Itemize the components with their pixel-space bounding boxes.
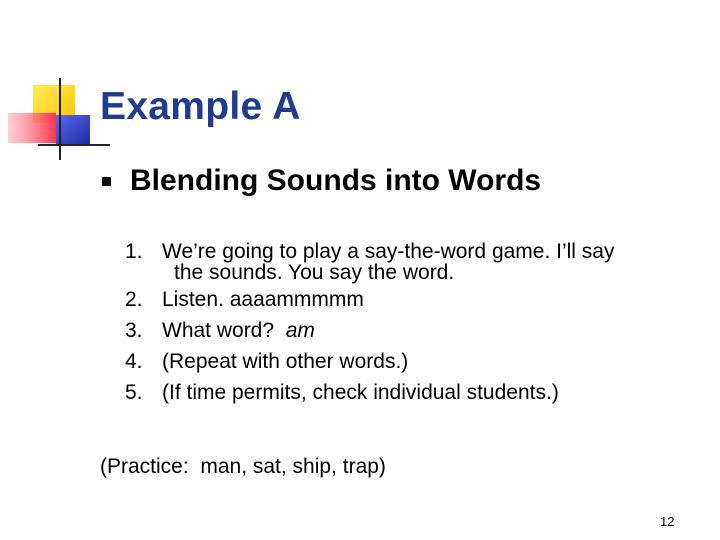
list-item-italic-word: am: [285, 319, 315, 342]
page-number: 12: [660, 514, 675, 529]
list-item-number: 1.: [125, 240, 143, 263]
list-item-number: 2.: [125, 288, 143, 311]
list-item: [125, 315, 705, 346]
bullet-heading: Blending Sounds into Words: [130, 164, 542, 197]
list-item: [125, 377, 705, 408]
list-item-number: 4.: [125, 350, 143, 373]
slide-title: Example A: [100, 85, 301, 128]
list-item-text: Listen. aaaammmmm: [162, 288, 364, 311]
list-item-text: (If time permits, check individual students.): [162, 381, 559, 404]
list-item: [125, 346, 705, 377]
list-item-text: We’re going to play a say-the-word game. I’ll say: [162, 240, 615, 263]
decorative-logo-icon: [0, 0, 110, 170]
bullet-square-icon: [102, 177, 111, 186]
list-item: [125, 238, 705, 284]
list-item: [125, 284, 705, 315]
list-item-number: 3.: [125, 319, 143, 342]
list-item-number: 5.: [125, 381, 143, 404]
list-item-text-continued: the sounds. You say the word.: [174, 261, 455, 284]
practice-note: (Practice: man, sat, ship, trap): [100, 455, 386, 478]
list-item-text: (Repeat with other words.): [162, 350, 409, 373]
list-item-text: What word?: [162, 319, 286, 342]
steps-list: [125, 238, 705, 408]
